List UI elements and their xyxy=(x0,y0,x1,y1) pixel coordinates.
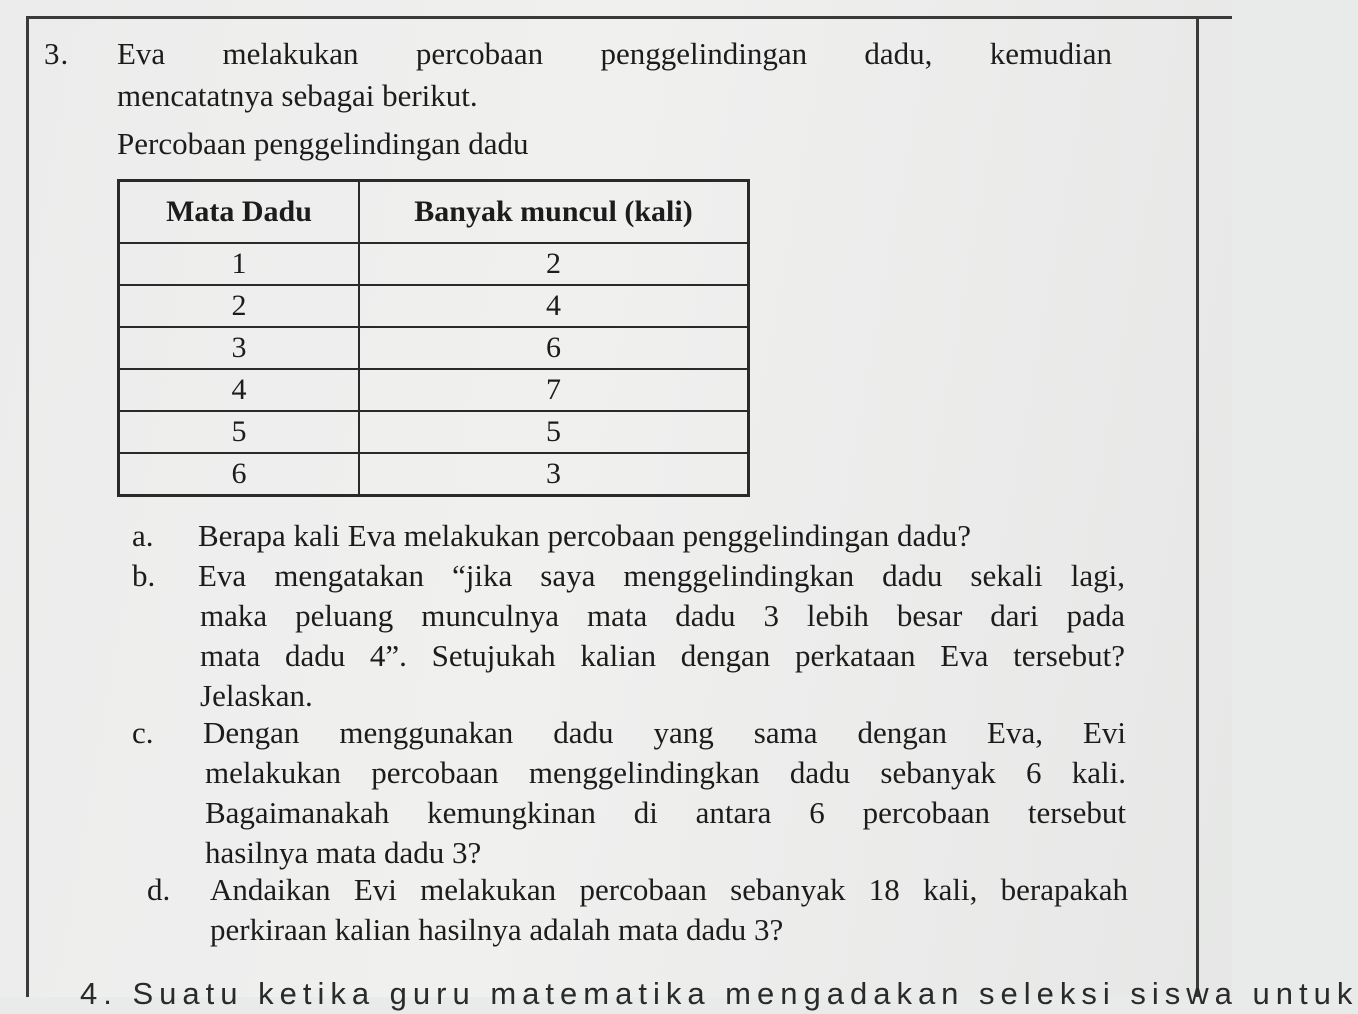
intro-line-2: mencatatnya sebagai berikut. xyxy=(117,78,478,113)
cell-face: 6 xyxy=(119,453,360,496)
table-row xyxy=(119,369,749,411)
part-d-label: d. xyxy=(147,872,171,907)
table-row xyxy=(119,453,749,496)
cell-count: 2 xyxy=(359,243,749,285)
part-c-line-1: Dengan menggunakan dadu yang sama dengan Eva, Evi xyxy=(203,715,1126,750)
part-b-line-1: Eva mengatakan “jika saya menggelindingkan dadu sekali lagi, xyxy=(198,558,1125,593)
next-question-text: 4. Suatu ketika guru matematika mengadakan seleksi siswa untuk xyxy=(80,976,1358,1011)
cell-count: 6 xyxy=(359,327,749,369)
cell-face: 1 xyxy=(119,243,360,285)
part-b-line-2: maka peluang munculnya mata dadu 3 lebih besar dari pada xyxy=(200,598,1125,633)
table-row xyxy=(119,243,749,285)
cell-face: 4 xyxy=(119,369,360,411)
part-c-line-3: Bagaimanakah kemungkinan di antara 6 percobaan tersebut xyxy=(205,795,1126,830)
cell-count: 5 xyxy=(359,411,749,453)
box-border-top xyxy=(28,16,1232,19)
box-border-right xyxy=(1196,16,1199,997)
part-b-line-4: Jelaskan. xyxy=(200,678,313,713)
question-number: 3. xyxy=(44,36,70,71)
table-header-row xyxy=(119,181,749,244)
cell-count: 4 xyxy=(359,285,749,327)
part-a-label: a. xyxy=(132,518,154,553)
table-row xyxy=(119,411,749,453)
part-b-line-3: mata dadu 4”. Setujukah kalian dengan perkataan Eva tersebut? xyxy=(200,638,1125,673)
part-b-label: b. xyxy=(132,558,156,593)
dice-results-table xyxy=(117,179,750,497)
cell-face: 3 xyxy=(119,327,360,369)
part-c-line-2: melakukan percobaan menggelindingkan dadu sebanyak 6 kali. xyxy=(205,755,1126,790)
cell-count: 7 xyxy=(359,369,749,411)
intro-line-1: Eva melakukan percobaan penggelindingan dadu, kemudian xyxy=(117,36,1112,71)
cell-count: 3 xyxy=(359,453,749,496)
part-d-line-2: perkiraan kalian hasilnya adalah mata dadu 3? xyxy=(210,912,784,947)
header-mata-dadu: Mata Dadu xyxy=(119,181,360,244)
table-title: Percobaan penggelindingan dadu xyxy=(117,126,529,161)
next-question-cutoff xyxy=(80,972,1358,1011)
part-d-line-1: Andaikan Evi melakukan percobaan sebanyak 18 kali, berapakah xyxy=(210,872,1128,907)
box-border-left xyxy=(26,16,29,997)
part-c-label: c. xyxy=(132,715,154,750)
table-row xyxy=(119,327,749,369)
header-banyak-muncul: Banyak muncul (kali) xyxy=(359,181,749,244)
part-c-line-4: hasilnya mata dadu 3? xyxy=(205,835,482,870)
cell-face: 5 xyxy=(119,411,360,453)
part-a-line-1: Berapa kali Eva melakukan percobaan penggelindingan dadu? xyxy=(198,518,971,553)
cell-face: 2 xyxy=(119,285,360,327)
table-row xyxy=(119,285,749,327)
